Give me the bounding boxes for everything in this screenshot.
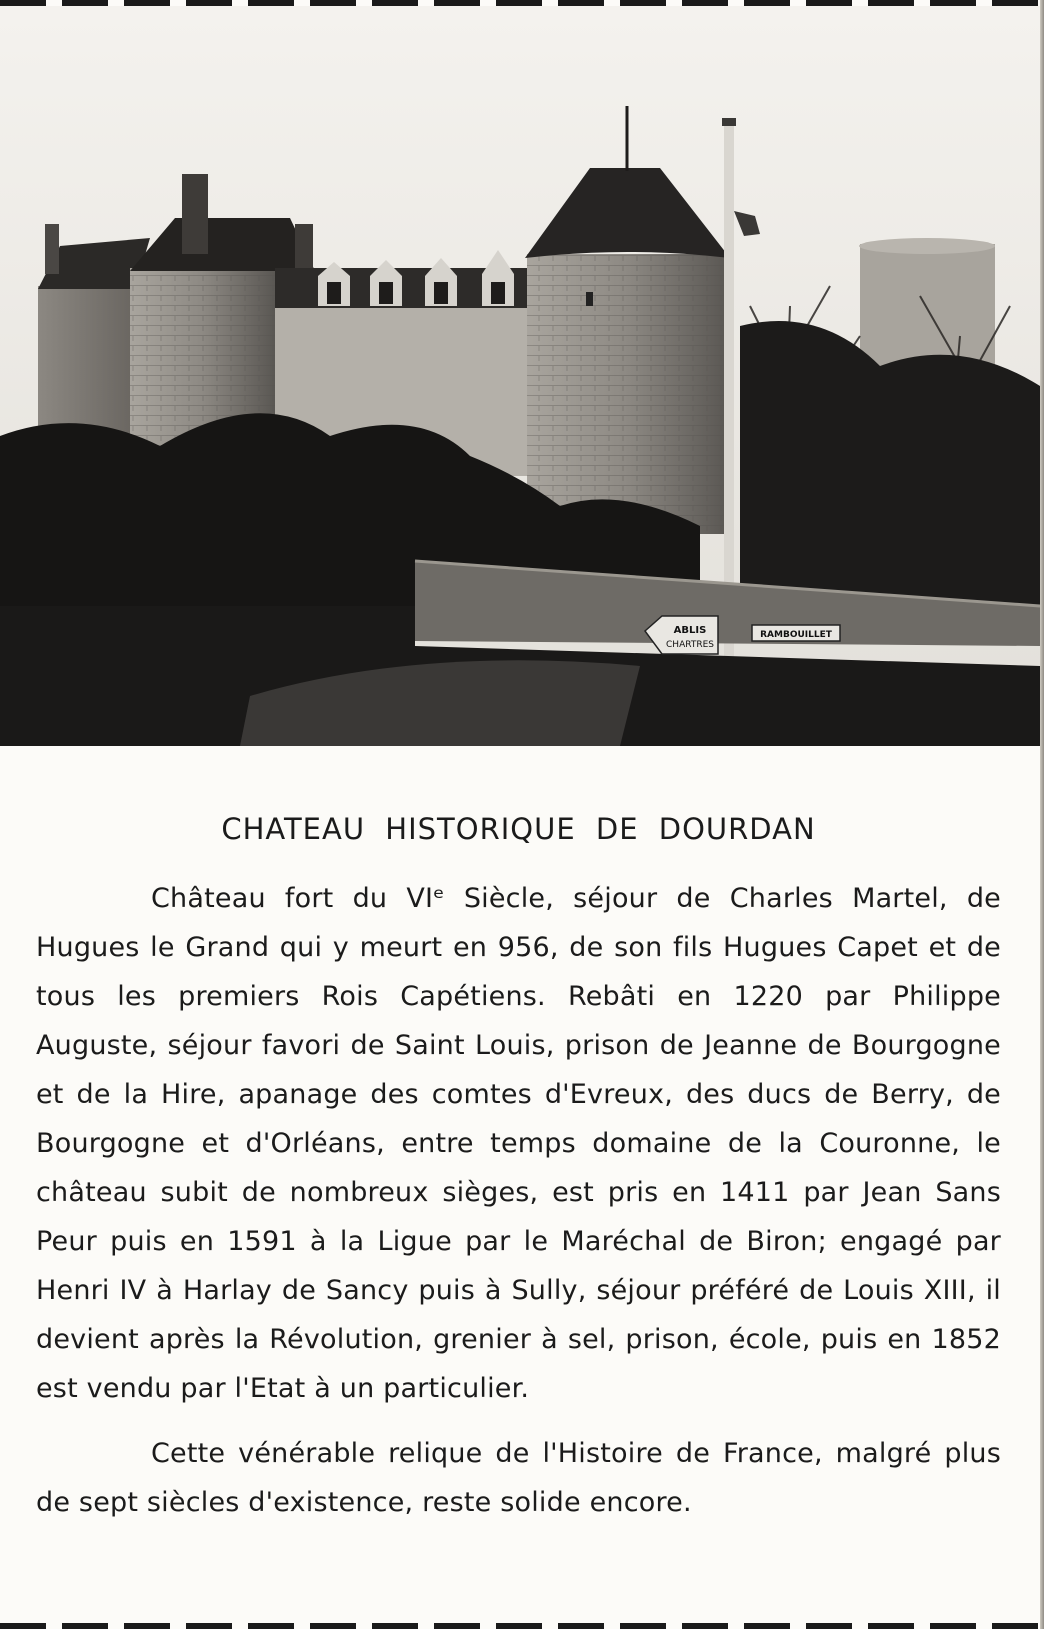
caption-title: CHATEAU HISTORIQUE DE DOURDAN xyxy=(221,812,816,846)
road-sign-rambouillet xyxy=(752,625,840,641)
svg-text:RAMBOUILLET: RAMBOUILLET xyxy=(760,630,832,640)
card-edge-right xyxy=(1040,0,1044,1629)
svg-text:CHARTRES: CHARTRES xyxy=(666,640,714,650)
caption-block xyxy=(36,800,1001,1527)
deckled-edge-bottom xyxy=(0,1623,1044,1629)
history-paragraph: Château fort du VIᵉ Siècle, séjour de Charles Martel, de Hugues le Grand qui y meurt en 956, de son fils Hugues Capet et de tous les premiers Rois Capétiens. Rebâti en 1220 par Philippe Auguste, séjour favori de Saint Louis, prison de Jeanne de Bourgogne et de la Hire, apanage des comtes d'Evreux, des ducs de Berry, de Bourgogne et d'Orléans, entre temps domaine de la Couronne, le château subit de nombreux sièges, est pris en 1411 par Jean Sans Peur puis en 1591 à la Ligue par le Maréchal de Biron; engagé par Henri IV à Harlay de Sancy puis à Sully, séjour préféré de Louis XIII, il devient après la Révolution, grenier à sel, prison, école, puis en 1852 est vendu par l'Etat à un particulier. xyxy=(36,883,1001,1404)
castle-illustration xyxy=(0,6,1040,746)
closing-paragraph: Cette vénérable relique de l'Histoire de France, malgré plus de sept siècles d'existence, reste solide encore. xyxy=(36,1438,1001,1518)
svg-text:ABLIS: ABLIS xyxy=(673,625,707,636)
castle-photograph xyxy=(0,6,1040,746)
